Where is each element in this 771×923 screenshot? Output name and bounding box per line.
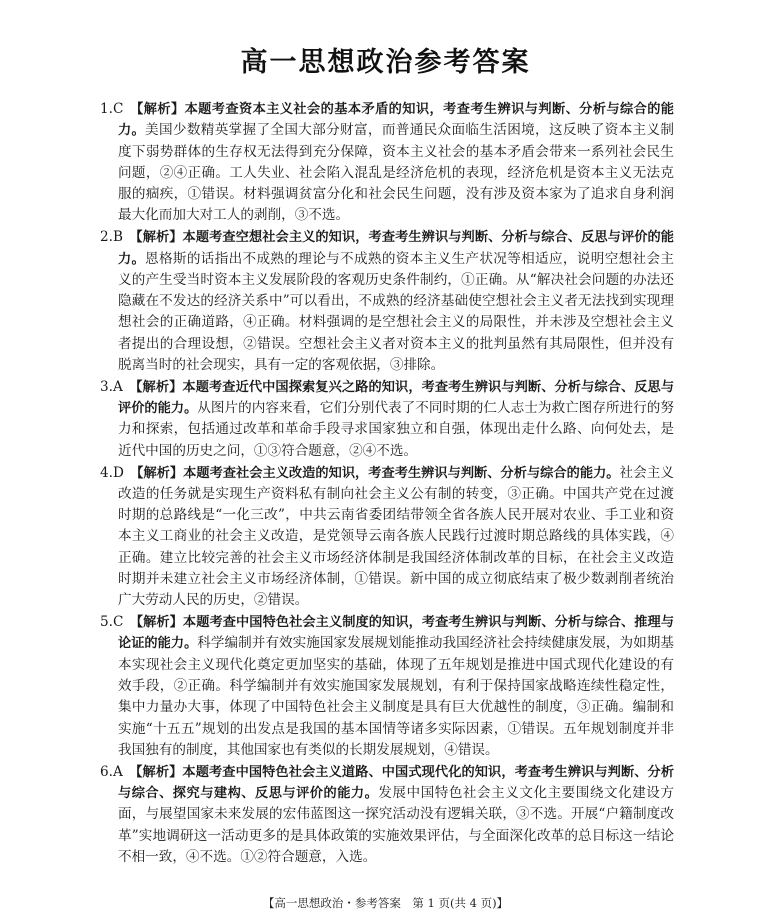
item-analysis-body: 恩格斯的话指出不成熟的理论与不成熟的资本主义生产状况等相适应，说明空想社会主义的产生受当时资本主义发展阶段的客观历史条件制约，①正确。从“解决社会问题的办法还隐藏在不发达的经济关系中”可以看出，不成熟的经济基础使空想社会主义者无法找到实现理想社会的正确道路，④正确。材料强调的是空想社会主义的局限性，并未涉及空想社会主义者提出的合理设想，②错误。空想社会主义者对资本主义的批判虽然有其局限性，但并没有脱离当时的社会现实，具有一定的客观依据，③排除。	[118, 250, 674, 374]
answer-item-4	[100, 463, 674, 612]
page-footer: 【高一思想政治・参考答案 第 1 页(共 4 页)】	[262, 896, 509, 910]
item-answer: A	[112, 763, 123, 780]
item-analysis-heading: 【解析】本题考查资本主义社会的基本矛盾的知识，考查考生辨识与判断、分析与综合的能力。	[118, 102, 674, 139]
answer-item-5	[100, 612, 674, 761]
item-analysis-heading: 【解析】本题考查中国特色社会主义道路、中国式现代化的知识，考查考生辨识与判断、分析与综合、探究与建构、反思与评价的能力。	[118, 764, 675, 801]
item-number: 4.	[100, 464, 113, 481]
item-analysis-heading: 【解析】本题考查近代中国探索复兴之路的知识，考查考生辨识与判断、分析与综合、反思与评价的能力。	[118, 379, 675, 417]
item-analysis-body: 社会主义改造的任务就是实现生产资料私有制向社会主义公有制的转变，③正确。中国共产党在过渡时期的总路线是“一化三改”，中共云南省委团结带领全省各族人民开展对农业、手工业和资本主义工商业的社会主义改造，是党领导云南各族人民践行过渡时期总路线的具体实践，④正确。建立比较完善的社会主义市场经济体制是我国经济体制改革的目标，在社会主义改造时期并未建立社会主义市场经济体制，①错误。新中国的成立彻底结束了极少数剥削者统治广大劳动人民的历史，②错误。	[118, 464, 674, 609]
item-number: 3.	[100, 378, 113, 395]
item-answer: C	[112, 614, 124, 631]
item-analysis-body: 从图片的内容来看，它们分别代表了不同时期的仁人志士为救亡图存所进行的努力和探索，包括通过改革和革命手段寻求国家独立和自强，体现出走什么路、向何处去，是近代中国的历史之问，①③符合题意，②④不选。	[118, 400, 675, 459]
answer-item-6	[100, 762, 674, 868]
item-answer: A	[112, 378, 123, 395]
answer-list	[100, 99, 674, 869]
item-answer: D	[112, 464, 124, 481]
item-number: 2.	[100, 229, 113, 246]
item-analysis-heading: 【解析】本题考查中国特色社会主义制度的知识，考查考生辨识与判断、分析与综合、推理与论证的能力。	[118, 615, 675, 652]
item-number: 6.	[100, 763, 113, 780]
item-analysis-heading: 【解析】本题考查空想社会主义的知识，考查考生辨识与判断、分析与综合、反思与评价的能力。	[118, 230, 674, 267]
item-number: 5.	[100, 614, 113, 631]
item-analysis-body: 科学编制并有效实施国家发展规划能推动我国经济社会持续健康发展，为如期基本实现社会主义现代化奠定更加坚实的基础，体现了五年规划是推进中国式现代化建设的有效手段，②正确。科学编制并有效实施国家发展规划，有利于保持国家战略连续性稳定性，集中力量办大事，体现了中国特色社会主义制度是具有巨大优越性的制度，③正确。编制和实施“十五五”规划的出发点是我国的基本国情等诸多实际因素，①错误。五年规划制度并非我国独有的制度，其他国家也有类似的长期发展规划，④错误。	[118, 635, 675, 758]
item-analysis-body: 美国少数精英掌握了全国大部分财富，而普通民众面临生活困境，这反映了资本主义制度下弱势群体的生存权无法得到充分保障，资本主义社会的基本矛盾会带来一系列社会民生问题，②④正确。工人失业、社会陷入混乱是经济危机的表现，经济危机是资本主义无法克服的痼疾，①错误。材料强调贫富分化和社会民生问题，没有涉及资本家为了追求自身利润最大化而加大对工人的剥削，③不选。	[118, 122, 674, 224]
item-analysis-body: 发展中国特色社会主义文化主要围绕文化建设方面，与展望国家未来发展的宏伟蓝图这一探究活动没有逻辑关联，③不选。开展“户籍制度改革”实地调研这一活动更多的是具体政策的实施效果评估，与全面深化改革的总目标这一结论不相一致，④不选。①②符合题意，入选。	[118, 785, 675, 865]
answer-item-3	[100, 377, 674, 462]
answer-item-2	[100, 227, 674, 376]
item-answer: B	[112, 229, 123, 246]
item-analysis-heading: 【解析】本题考查社会主义改造的知识，考查考生辨识与判断、分析与综合的能力。	[130, 465, 620, 481]
page-title: 高一思想政治参考答案	[240, 47, 531, 78]
item-number: 1.	[100, 101, 113, 117]
answer-item-1	[100, 99, 674, 227]
item-answer: C	[112, 101, 124, 117]
